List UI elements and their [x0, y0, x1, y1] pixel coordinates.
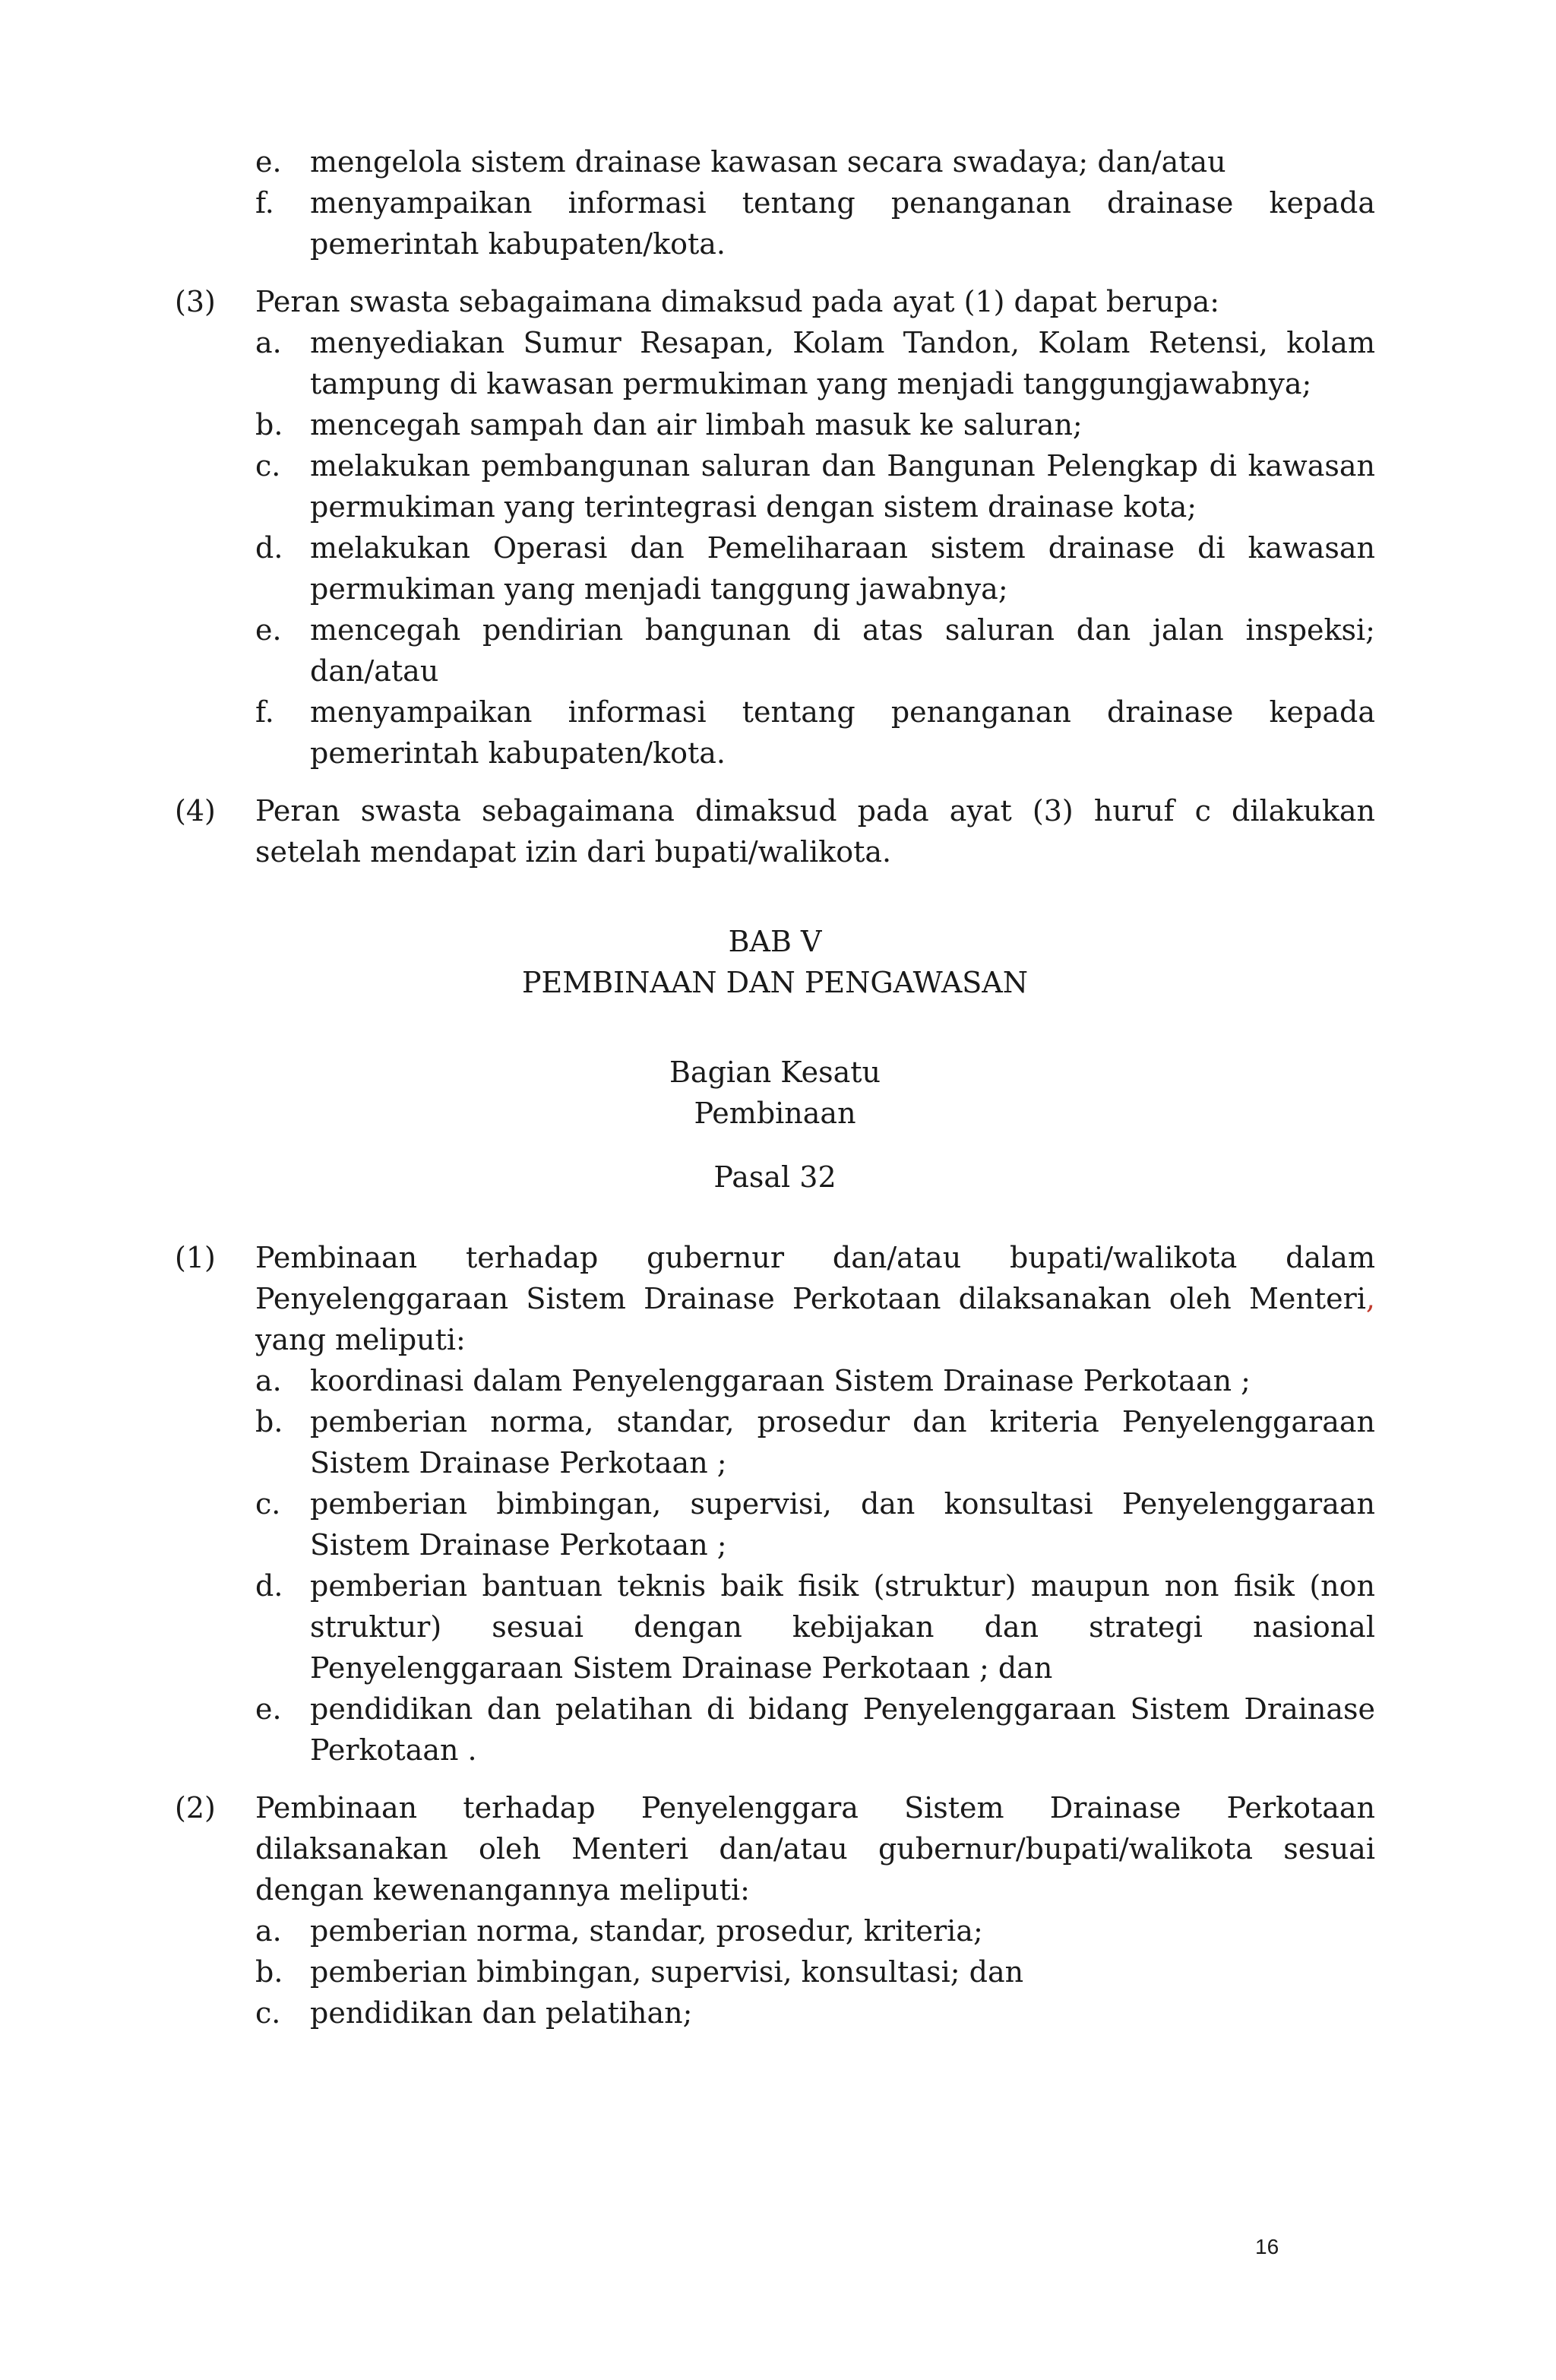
item-marker: d. — [255, 531, 283, 565]
item-marker: d. — [255, 1569, 283, 1603]
item-marker: c. — [255, 1996, 281, 2030]
list-item — [255, 404, 1375, 445]
item-marker: b. — [255, 408, 283, 442]
ayat-paragraph — [175, 790, 1375, 872]
ayat-marker: (1) — [175, 1241, 216, 1274]
item-text: mencegah pendirian bangunan di atas saluran dan jalan inspeksi; dan/atau — [310, 613, 1375, 688]
ayat-marker: (4) — [175, 794, 216, 828]
item-marker: f. — [255, 186, 274, 220]
ayat-paragraph — [175, 281, 1375, 322]
list-item — [255, 141, 1375, 182]
item-text: menyediakan Sumur Resapan, Kolam Tandon, Kolam Retensi, kolam tampung di kawasan permukiman yang menjadi tanggungjawabnya; — [310, 326, 1375, 400]
chapter-title: PEMBINAAN DAN PENGAWASAN — [521, 966, 1028, 999]
list-item — [255, 445, 1375, 527]
ayat-text: Peran swasta sebagaimana dimaksud pada ayat (1) dapat berupa: — [255, 285, 1220, 318]
item-text: melakukan Operasi dan Pemeliharaan sistem drainase di kawasan permukiman yang menjadi tanggung jawabnya; — [310, 531, 1375, 606]
page-number: 16 — [1255, 2235, 1279, 2258]
list-item — [255, 1360, 1375, 1401]
article-heading: Pasal 32 — [713, 1160, 837, 1194]
list-item — [255, 182, 1375, 264]
ayat-text: Peran swasta sebagaimana dimaksud pada ayat (3) huruf c dilakukan setelah mendapat izin dari bupati/walikota. — [255, 794, 1375, 869]
item-marker: b. — [255, 1955, 283, 1989]
ayat-4 — [175, 790, 1375, 872]
item-text: pemberian norma, standar, prosedur, kriteria; — [310, 1914, 983, 1948]
item-text: mencegah sampah dan air limbah masuk ke saluran; — [310, 408, 1083, 442]
ayat-text: Pembinaan terhadap Penyelenggara Sistem Drainase Perkotaan dilaksanakan oleh Menteri dan/atau gubernur/bupati/walikota sesuai dengan kewenangannya meliputi: — [255, 1791, 1375, 1907]
item-marker: a. — [255, 1914, 282, 1948]
article-ayat-2 — [175, 1787, 1375, 2033]
item-text: pendidikan dan pelatihan di bidang Penyelenggaraan Sistem Drainase Perkotaan . — [310, 1692, 1375, 1767]
list-item — [255, 1992, 1375, 2033]
ayat-marker: (3) — [175, 285, 216, 318]
list-item — [255, 609, 1375, 692]
ayat-text-red-comma: , — [1365, 1282, 1375, 1315]
item-text: koordinasi dalam Penyelenggaraan Sistem Drainase Perkotaan ; — [310, 1364, 1251, 1397]
list-item — [255, 1483, 1375, 1565]
item-text: menyampaikan informasi tentang penanganan drainase kepada pemerintah kabupaten/kota. — [310, 186, 1375, 261]
ayat-text-main: Pembinaan terhadap gubernur dan/atau bupati/walikota dalam Penyelenggaraan Sistem Drainase Perkotaan dilaksanakan oleh Menteri — [255, 1241, 1375, 1315]
ayat-marker: (2) — [175, 1791, 216, 1825]
ayat-text — [255, 1237, 1375, 1360]
item-marker: c. — [255, 1487, 281, 1521]
ayat-paragraph — [175, 1237, 1375, 1360]
item-text: pemberian bimbingan, supervisi, dan konsultasi Penyelenggaraan Sistem Drainase Perkotaan ; — [310, 1487, 1375, 1562]
list-item — [255, 1565, 1375, 1688]
item-text: pemberian norma, standar, prosedur dan kriteria Penyelenggaraan Sistem Drainase Perkotaan ; — [310, 1405, 1375, 1480]
item-marker: f. — [255, 695, 274, 729]
item-marker: c. — [255, 449, 281, 483]
item-text: pendidikan dan pelatihan; — [310, 1996, 693, 2030]
section-number: Bagian Kesatu — [669, 1055, 881, 1089]
section-title: Pembinaan — [694, 1097, 856, 1130]
item-marker: e. — [255, 1692, 282, 1726]
item-text: menyampaikan informasi tentang penanganan drainase kepada pemerintah kabupaten/kota. — [310, 695, 1375, 770]
item-text: pemberian bimbingan, supervisi, konsultasi; dan — [310, 1955, 1024, 1989]
item-marker: b. — [255, 1405, 283, 1438]
item-marker: e. — [255, 145, 282, 179]
chapter-number: BAB V — [728, 925, 822, 958]
document-body — [175, 141, 1375, 2033]
ayat-text-tail: yang meliputi: — [255, 1323, 466, 1356]
list-item — [255, 692, 1375, 774]
item-text: mengelola sistem drainase kawasan secara swadaya; dan/atau — [310, 145, 1226, 179]
list-item — [255, 1951, 1375, 1992]
list-item — [255, 1401, 1375, 1483]
item-marker: e. — [255, 613, 282, 647]
item-marker: a. — [255, 326, 282, 359]
item-text: pemberian bantuan teknis baik fisik (struktur) maupun non fisik (non struktur) sesuai dengan kebijakan dan strategi nasional Penyelenggaraan Sistem Drainase Perkotaan ; dan — [310, 1569, 1375, 1685]
item-marker: a. — [255, 1364, 282, 1397]
article-ayat-1 — [175, 1237, 1375, 1771]
list-item — [255, 1688, 1375, 1771]
list-item — [255, 527, 1375, 609]
list-item — [255, 322, 1375, 404]
item-text: melakukan pembangunan saluran dan Bangunan Pelengkap di kawasan permukiman yang terintegrasi dengan sistem drainase kota; — [310, 449, 1375, 524]
continued-list — [175, 141, 1375, 264]
ayat-3 — [175, 281, 1375, 774]
ayat-paragraph — [175, 1787, 1375, 1910]
list-item — [255, 1910, 1375, 1951]
